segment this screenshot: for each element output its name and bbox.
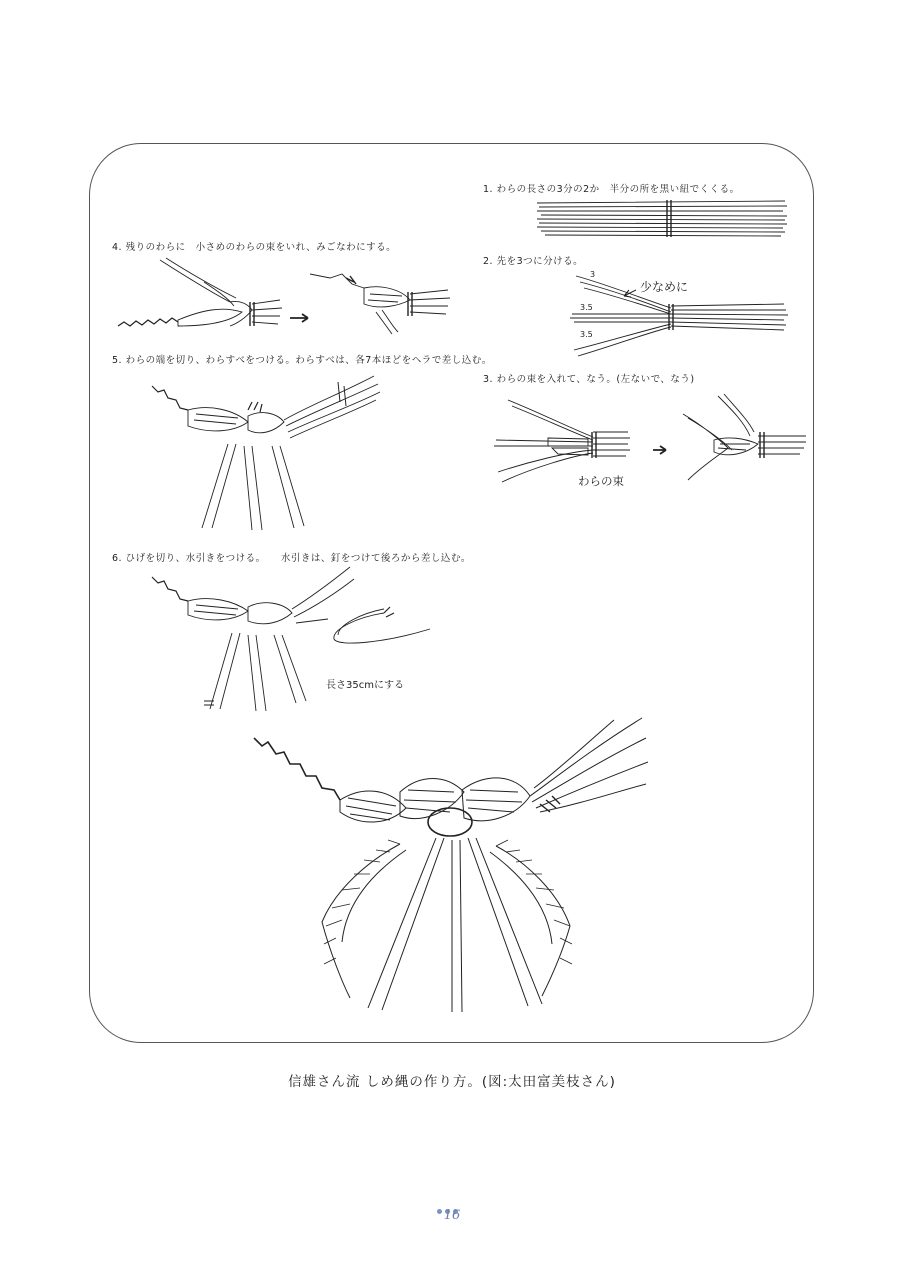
step-3-text: 3. わらの束を入れて、なう。(左ないで、なう) (483, 374, 695, 385)
step-1-text: 1. わらの長さの3分の2か 半分の所を黒い紐でくくる。 (483, 184, 740, 195)
page-number: 16 (443, 1208, 461, 1223)
step-3-insert-bundle-drawing (488, 392, 808, 492)
step-6-mizuhiki-drawing (148, 563, 438, 713)
length-label: 長さ35cmにする (326, 680, 404, 691)
step-2-text: 2. 先を3つに分ける。 (483, 256, 584, 267)
figure-caption: 信雄さん流 しめ縄の作り方。(図:太田富美枝さん) (288, 1074, 616, 1090)
step-5-text: 5. わらの端を切り、わらすべをつける。わらすべは、各7本ほどをヘラで差し込む。 (112, 355, 492, 366)
bundle-label: わらの束 (578, 474, 624, 488)
step-2-split-strands-drawing (566, 270, 791, 360)
step-1-straw-bundle-drawing (535, 197, 790, 242)
diagonal-label: 少なめに (640, 280, 689, 294)
step-4-mikonawa-drawing (112, 254, 462, 344)
step-4-text: 4. 残りのわらに 小さめのわらの束をいれ、みごなわにする。 (112, 242, 397, 253)
strand-label-3-5-lower: 3.5 (580, 330, 593, 339)
step-5-warasube-drawing (148, 366, 383, 534)
step-6-text: 6. ひげを切り、水引きをつける。 水引きは、釘をつけて後ろから差し込む。 (112, 553, 471, 564)
strand-label-3: 3 (590, 270, 596, 279)
strand-label-3-5-upper: 3.5 (580, 303, 593, 312)
finished-shimenawa-drawing (250, 712, 650, 1017)
